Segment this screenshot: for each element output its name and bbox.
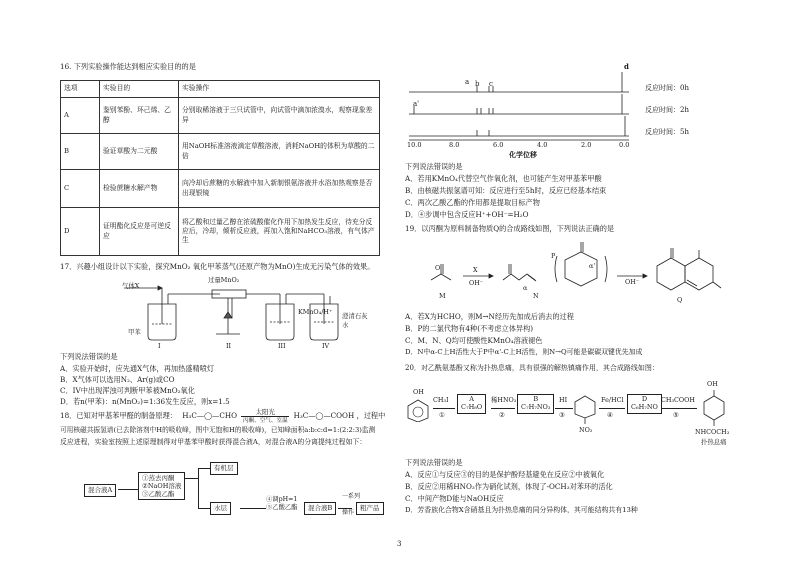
paracetamol-ring — [701, 390, 727, 426]
q18-stem-a: 18．已知对甲基苯甲醛的制备原理： — [60, 411, 177, 420]
mix-b-box: 混合液B — [304, 502, 336, 515]
axis-title: 化学位移 — [509, 150, 537, 159]
connector — [198, 468, 210, 469]
row-purpose: 检验蔗糖水解产物 — [100, 170, 179, 208]
gas-x-label: 气体X — [122, 282, 140, 290]
intermediate-d: D — [641, 395, 648, 403]
row-operation: 用NaOH标准溶液滴定草酸溶液，消耗NaOH的体积为草酸的二倍 — [179, 134, 380, 170]
trace-5h-label: 反应时间：5h — [645, 128, 689, 136]
q20-synthesis-route — [405, 380, 745, 460]
trace-0h-label: 反应时间：0h — [645, 84, 689, 92]
arrow-3 — [555, 408, 573, 409]
crude-product-box: 粗产品 — [356, 502, 384, 515]
row-option: C — [61, 170, 100, 208]
intermediate-a: A — [469, 395, 474, 403]
formula-b: C₇H₇NO₃ — [521, 402, 551, 411]
header-operation: 实验操作 — [179, 81, 380, 98]
step3: ③乙酸乙酯 — [142, 490, 175, 499]
tick-2: 2.0 — [581, 141, 592, 149]
row-operation: 将乙酸和过量乙醇在浓硫酸催化作用下加热发生反应，待充分反应后，冷却，倾析反应液，再加入饱和NaHCO₃溶液，有气体产生 — [179, 208, 380, 256]
q19-oh2-label: OH⁻ — [625, 278, 640, 286]
start-oh-label: OH — [413, 388, 424, 396]
label-II: II — [226, 342, 232, 350]
q18-option-a: A．若用KMnO₄代替空气作氧化剂，也可能产生对甲基苯甲酸 — [405, 174, 602, 183]
q19-p-label: P — [551, 252, 556, 260]
step2: ②NaOH溶液 — [142, 482, 182, 491]
row-purpose: 鉴别苯酚、环己烯、乙醇 — [100, 98, 179, 134]
label-IV: IV — [322, 342, 330, 350]
aqueous-layer-box: 水层 — [210, 502, 231, 515]
q18-option-d: D．④步调中包含反应H⁺+OH⁻=H₂O — [405, 210, 529, 219]
row-option: D — [61, 208, 100, 256]
q19-m-label: M — [439, 292, 446, 300]
q19-alpha-label: α — [523, 284, 528, 292]
q19-option-c: C．M、N、Q均可使酸性KMnO₄溶液褪色 — [405, 336, 543, 345]
circled-2: ② — [499, 411, 505, 419]
organic-layer-box: 有机层 — [210, 462, 238, 475]
q19-m-o-label: O — [435, 264, 441, 272]
circled-4: ④ — [607, 411, 613, 419]
tick-10: 10.0 — [407, 141, 422, 149]
circled-5: ⑤ — [673, 411, 679, 419]
q16-table — [60, 80, 380, 256]
q20-option-a: A．反应①与反应③的目的是保护酚羟基避免在反应②中被氧化 — [405, 470, 605, 479]
table-row — [61, 98, 380, 134]
row-option: A — [61, 98, 100, 134]
table-header-row — [61, 81, 380, 98]
step5: ⑤乙酸乙酯 — [266, 503, 298, 511]
q19-option-b: B．P的二氯代物有4种(不考虑立体异构) — [405, 324, 534, 333]
q18-reactant: H₃C—◯—CHO — [182, 411, 237, 420]
mix-a-box: 混合液A — [84, 484, 116, 497]
tick-8: 8.0 — [449, 141, 460, 149]
q18-stem-d: 反应进程，实验室按照上述原理制得对甲基苯甲酸时获得混合液A，对混合液A的分离提纯过程如下： — [60, 438, 367, 446]
q18-flow-chart — [60, 456, 390, 516]
q19-alpha2-label: α' — [589, 262, 596, 270]
q17-option-c: C．IV中出现浑浊可判断甲苯被MnO₂氧化 — [60, 386, 195, 395]
arrow-2 — [491, 408, 515, 409]
q19-option-a: A．若X为HCHO，则M→N经历先加成后消去的过程 — [405, 312, 574, 321]
q17-apparatus-diagram — [120, 274, 390, 346]
table-row — [61, 170, 380, 208]
connector — [184, 478, 198, 479]
q16-stem: 16. 下列实验操作能达到相应实验目的的是 — [60, 62, 196, 71]
kmno4-label: KMnO₄/H⁺ — [298, 308, 333, 316]
q19-x-label: X — [473, 266, 478, 274]
trace-2h-label: 反应时间：2h — [645, 106, 689, 114]
peak-b-label: b — [475, 80, 480, 88]
intermediate-b: B — [533, 395, 539, 403]
step4: ④调pH=1 — [266, 496, 298, 503]
product-amide: NHCOCH₃ — [695, 428, 730, 436]
q20-stem: 20．对乙酰氨基酚又称为扑热息痛，具有很强的解热镇痛作用，其合成路线如图： — [405, 364, 659, 372]
intermediate-a-box — [457, 394, 486, 414]
q18-option-c: C．两次乙酸乙酯的作用都是提取目标产物 — [405, 198, 540, 207]
row-purpose: 证明酯化反应是可逆反应 — [100, 208, 179, 256]
no2-label: NO₂ — [579, 426, 593, 434]
connector — [198, 508, 210, 509]
nitrophenol-ring — [573, 392, 597, 424]
header-purpose: 实验目的 — [100, 81, 179, 98]
header-option: 选项 — [61, 81, 100, 98]
connector — [240, 508, 266, 509]
row-operation: 向冷却后蔗糖的水解液中加入新制银氨溶液并水浴加热观察是否出现银镜 — [179, 170, 380, 208]
reagent-4: Fe/HCl — [601, 396, 624, 404]
circled-3: ③ — [559, 411, 565, 419]
row-option: B — [61, 134, 100, 170]
peak-d-label: d — [624, 62, 629, 71]
q20-option-c: C．中间产物D能与NaOH反应 — [405, 494, 504, 503]
row-purpose: 验证草酸为二元酸 — [100, 134, 179, 170]
q18-option-b: B．由核磁共振氢谱可知：反应进行至5h时，反应已经基本结束 — [405, 186, 607, 195]
q19-q-label: Q — [677, 296, 683, 304]
steps-box — [138, 472, 185, 500]
q19-oh1-label: OH⁻ — [469, 279, 484, 287]
formula-d: C₆H₇NO — [631, 402, 658, 411]
intermediate-d-box — [627, 394, 662, 414]
connector — [198, 468, 199, 508]
mno2-label: 过量MnO₂ — [208, 276, 240, 284]
q18-product: H₃C—◯—COOH — [293, 411, 355, 420]
reagent-2: 稀HNO₃ — [491, 396, 517, 404]
reaction-arrow — [239, 407, 291, 424]
q19-n-label: N — [533, 292, 539, 300]
circled-1: ① — [439, 411, 445, 419]
ops-label: 操作 — [342, 509, 355, 516]
phenol-ring — [405, 394, 431, 422]
table-row — [61, 208, 380, 256]
connector — [118, 489, 138, 490]
peak-a-label: a — [465, 78, 470, 86]
table-row — [61, 134, 380, 170]
label-III: III — [278, 342, 286, 350]
arrow-1 — [433, 408, 455, 409]
intermediate-b-box — [517, 394, 554, 414]
reagent-3: HI — [559, 396, 568, 404]
peak-a-prime-label: a' — [413, 100, 420, 108]
arrow-5 — [661, 408, 697, 409]
limewater-label: 澄清石灰水 — [342, 312, 368, 329]
step1: ①蒸去丙酮 — [142, 474, 175, 482]
tick-0: 0.0 — [619, 141, 630, 149]
formula-a: C₇H₈O — [461, 402, 483, 411]
toluene-label: 甲苯 — [128, 328, 141, 336]
product-oh: OH — [707, 380, 718, 388]
q18-stem-line — [60, 407, 400, 424]
tick-4: 4.0 — [537, 141, 548, 149]
q17-option-b: B．X气体可以选用N₂、Ar(g)或CO — [60, 375, 175, 384]
row-operation: 分别取稀溶液于三只试管中，向试管中滴加浓溴水，观察现象差异 — [179, 98, 380, 134]
reagent-5: CH₃COOH — [661, 396, 695, 404]
page-number: 3 — [397, 540, 402, 548]
condition-top: 太阳光 — [255, 407, 276, 416]
q18-stem-b: ，过程中 — [356, 411, 386, 420]
label-I: I — [158, 342, 161, 350]
series-ops — [342, 493, 361, 516]
q17-stem: 17．兴趣小组设计以下实验，探究MnO₂ 氧化甲苯蒸气(还原产物为MnO)生成无污染气体的效果。 — [60, 262, 375, 271]
q18-subq: 下列说法错误的是 — [405, 162, 463, 171]
condition-bottom: 丙酮、空气、室温 — [242, 417, 288, 424]
steps-4-5 — [266, 496, 297, 512]
q17-option-d: D．若n(甲苯)：n(MnO₂)=1:36发生反应，则x=1.5 — [60, 397, 230, 406]
q20-subq: 下列说法错误的是 — [405, 458, 463, 467]
q19-stem: 19．以丙酮为原料制备物质Q的合成路线如图，下列说法正确的是 — [405, 224, 615, 233]
series-label: 一系列 — [342, 493, 361, 500]
tick-6: 6.0 — [493, 141, 504, 149]
q19-option-d: D．N中α-C上H活性大于P中α'-C上H活性，则N→Q可能是碳碳双键优先加成 — [405, 348, 643, 356]
q18-stem-c: 可用核磁共振氢谱(已去除溶剂中H的吸收峰，图中无饱和H的吸收峰)，已知峰面积a:b:c:d=1:(2:2:3)监测 — [60, 426, 376, 434]
q17-subq: 下列说法错误的是 — [60, 352, 118, 361]
arrow-4 — [599, 408, 625, 409]
product-name: 扑热息痛 — [701, 438, 727, 446]
q17-option-a: A．实验开始时，应先通X气体，再加热盛精喷灯 — [60, 364, 215, 373]
reagent-1: CH₃I — [433, 396, 449, 404]
peak-c-label: c — [489, 80, 493, 88]
q20-option-d: D．芳香族化合物X含硝基且为扑热息痛的同分异构体，其可能结构共有13种 — [405, 506, 638, 514]
q20-option-b: B．反应②用稀HNO₃作为硝化试剂，体现了-OCH₃对苯环的活化 — [405, 482, 613, 491]
